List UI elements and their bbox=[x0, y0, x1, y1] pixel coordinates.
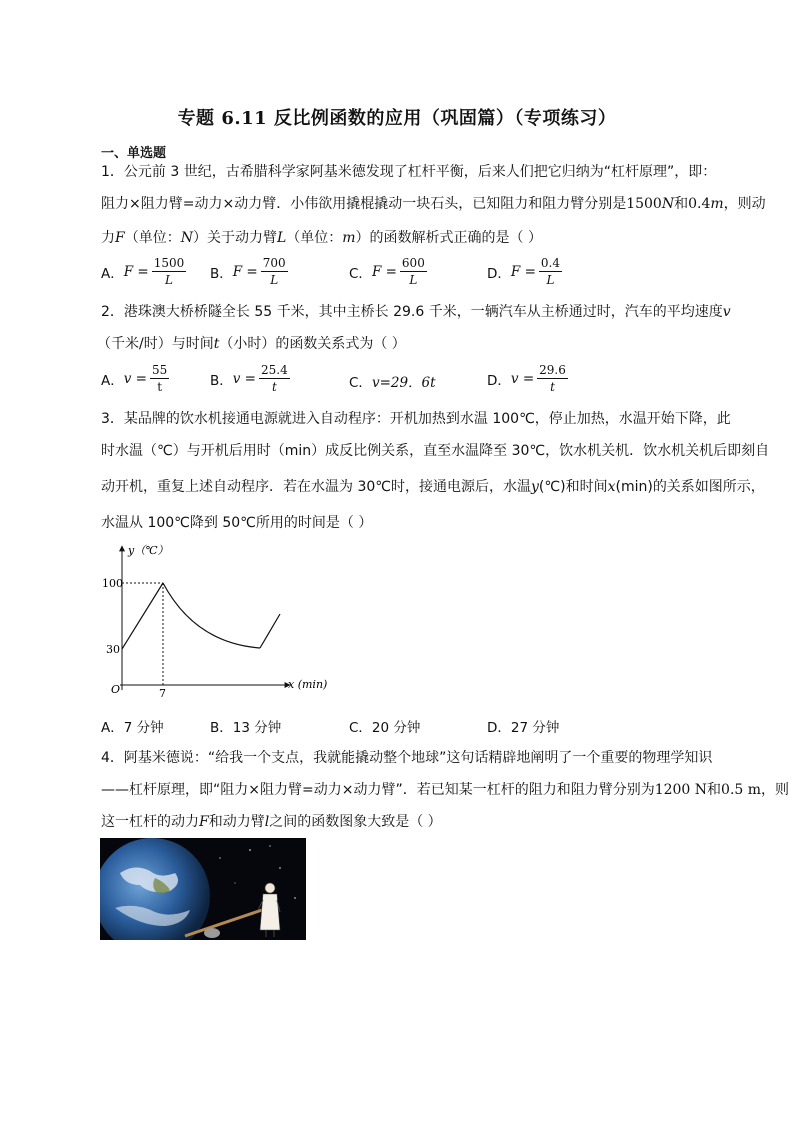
q1-line-1: 1．公元前 3 世纪，古希腊科学家阿基米德发现了杠杆平衡，后来人们把它归纳为“杠杆原理”，即： bbox=[101, 164, 717, 180]
origin-label: O bbox=[111, 683, 121, 696]
x-axis-label: x (min) bbox=[288, 678, 328, 691]
q3-line-4: 水温从 100℃降到 50℃所用的时间是（ ） bbox=[101, 515, 373, 531]
x-tick-7: 7 bbox=[159, 687, 166, 700]
fraction: $\frac{29.6}{t}$ bbox=[539, 363, 566, 394]
q2-option-c[interactable]: C． v=29．6t bbox=[349, 375, 436, 391]
fraction: $\frac{55}{t}$ bbox=[151, 363, 168, 394]
q1-option-a[interactable]: A． F = $\frac{1500}{L}$ bbox=[101, 256, 185, 287]
q3-option-b[interactable]: B．13 分钟 bbox=[210, 720, 282, 736]
fraction: $\frac{700}{L}$ bbox=[262, 256, 286, 287]
cooling-curve bbox=[163, 583, 260, 648]
q1-option-b[interactable]: B． F = $\frac{700}{L}$ bbox=[210, 256, 286, 287]
q1-option-d[interactable]: D． F = $\frac{0.4}{L}$ bbox=[487, 256, 560, 287]
q1-line-2: 阻力×阻力臂=动力×动力臂．小伟欲用撬棍撬动一块石头，已知阻力和阻力臂分别是1500N和0.4m，则动 bbox=[101, 196, 766, 212]
fulcrum-rock-icon bbox=[204, 928, 220, 938]
q3-line-3: 动开机，重复上述自动程序．若在水温为 30℃时，接通电源后，水温y(℃)和时间x(min)的关系如图所示， bbox=[101, 479, 765, 495]
q1-option-c[interactable]: C． F = $\frac{600}{L}$ bbox=[349, 256, 425, 287]
section-heading: 一、单选题 bbox=[101, 146, 167, 161]
q3-option-a[interactable]: A．7 分钟 bbox=[101, 720, 164, 736]
fraction: $\frac{1500}{L}$ bbox=[153, 256, 185, 287]
fraction: $\frac{0.4}{L}$ bbox=[540, 256, 560, 287]
temperature-time-graph bbox=[100, 540, 340, 700]
q2-option-d[interactable]: D． v = $\frac{29.6}{t}$ bbox=[487, 363, 566, 394]
reheating-segment bbox=[260, 614, 280, 648]
fraction: $\frac{600}{L}$ bbox=[401, 256, 425, 287]
q3-line-1: 3．某品牌的饮水机接通电源就进入自动程序：开机加热到水温 100℃，停止加热，水温开始下降，此 bbox=[101, 411, 731, 427]
q2-line-2: （千米/时）与时间t（小时）的函数关系式为（ ） bbox=[97, 336, 406, 352]
q4-line-2: ——杠杆原理，即“阻力×阻力臂=动力×动力臂”．若已知某一杠杆的阻力和阻力臂分别为1200 N和0.5 m，则 bbox=[101, 782, 790, 798]
page-title: 专题 6.11 反比例函数的应用（巩固篇）（专项练习） bbox=[177, 108, 617, 129]
q4-line-3: 这一杠杆的动力F和动力臂l之间的函数图象大致是（ ） bbox=[101, 814, 442, 830]
q4-line-1: 4．阿基米德说：“给我一个支点，我就能撬动整个地球”这句话精辟地阐明了一个重要的物理学知识 bbox=[101, 750, 713, 766]
heating-segment bbox=[122, 583, 163, 649]
q2-line-1: 2．港珠澳大桥桥隧全长 55 千米，其中主桥长 29.6 千米，一辆汽车从主桥通过时，汽车的平均速度v bbox=[101, 304, 731, 320]
fraction: $\frac{25.4}{t}$ bbox=[261, 363, 288, 394]
y-tick-100: 100 bbox=[102, 577, 123, 590]
archimedes-lever-image bbox=[100, 838, 306, 940]
q1-line-3: 力F（单位：N）关于动力臂L（单位：m）的函数解析式正确的是（ ） bbox=[101, 230, 542, 246]
y-tick-30: 30 bbox=[106, 643, 120, 656]
q2-option-a[interactable]: A． v = $\frac{55}{t}$ bbox=[101, 363, 168, 394]
y-axis-label: y（℃） bbox=[128, 544, 169, 557]
q2-option-b[interactable]: B． v = $\frac{25.4}{t}$ bbox=[210, 363, 288, 394]
q3-option-c[interactable]: C．20 分钟 bbox=[349, 720, 421, 736]
q3-option-d[interactable]: D．27 分钟 bbox=[487, 720, 560, 736]
q3-line-2: 时水温（℃）与开机后用时（min）成反比例关系，直至水温降至 30℃，饮水机关机．饮水机关机后即刻自 bbox=[101, 443, 770, 459]
